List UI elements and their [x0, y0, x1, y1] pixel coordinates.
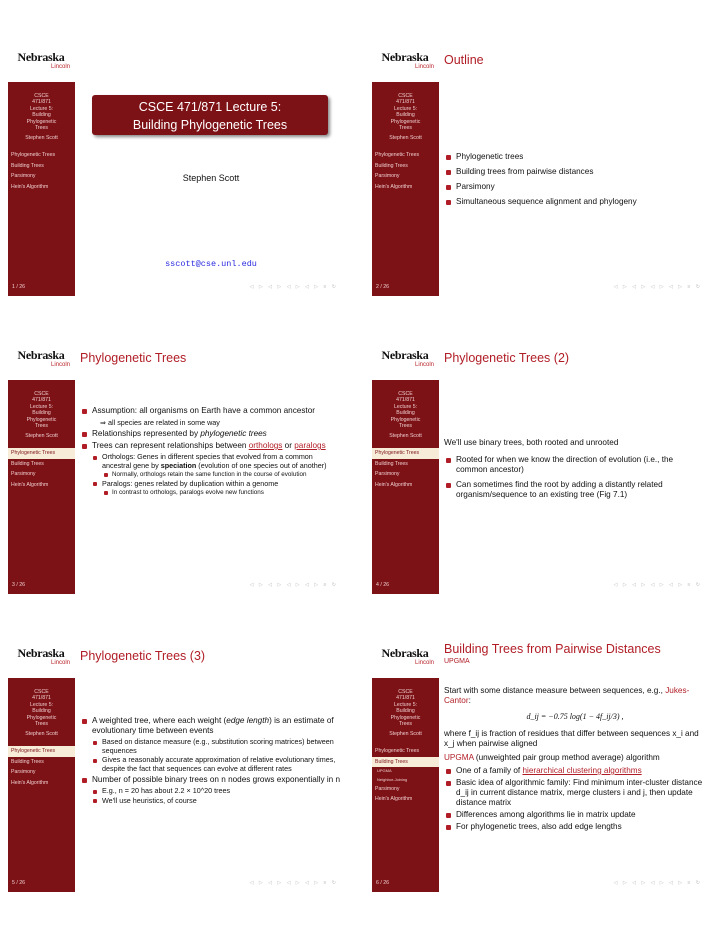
sidebar-author[interactable]: Stephen Scott	[25, 135, 58, 142]
sidebar-item-building-trees[interactable]: Building Trees	[375, 162, 408, 169]
sub-bullet-paralogs: Paralogs: genes related by duplication within a genome	[80, 480, 342, 489]
sidebar: CSCE 471/871 Lecture 5: Building Phylogenetic Trees Stephen Scott Phylogenetic Trees Building Trees Parsimony Hein's Algorithm 4 / 26	[372, 380, 439, 594]
title-line-1: CSCE 471/871 Lecture 5:	[138, 100, 282, 114]
university-logo: Nebraska Lincoln	[381, 646, 434, 666]
sidebar-item-parsimony[interactable]: Parsimony	[11, 769, 36, 776]
sidebar-item-parsimony[interactable]: Parsimony	[375, 173, 400, 180]
university-logo: Nebraska Lincoln	[17, 646, 70, 666]
page-number: 1 / 26	[12, 284, 25, 290]
sidebar-item-phylogenetic-trees[interactable]: Phylogenetic Trees	[8, 448, 75, 458]
orthologs-link[interactable]: orthologs	[248, 441, 283, 450]
slide-header	[372, 40, 712, 82]
sidebar-item-building-trees[interactable]: Building Trees	[11, 162, 44, 169]
slide-6	[372, 636, 712, 892]
university-logo: Nebraska Lincoln	[17, 50, 70, 70]
sidebar-author[interactable]: Stephen Scott	[389, 135, 422, 142]
slide-body	[444, 438, 706, 502]
navigation-icons[interactable]: ◁ ▷ ◁ ▷ ◁ ▷ ◁ ▷ ≡ ↻	[249, 582, 338, 588]
outline-item[interactable]: Simultaneous sequence alignment and phylogeny	[444, 197, 706, 207]
sub-bullet: E.g., n = 20 has about 2.2 × 10^20 trees	[80, 787, 342, 796]
sub-bullet: Gives a reasonably accurate approximation of relative evolutionary times, despite the fact that sequences can evolve at different rates	[80, 756, 342, 773]
title-box	[92, 95, 328, 135]
slide-header	[372, 338, 712, 380]
sidebar-item-building-trees[interactable]: Building Trees	[11, 460, 44, 467]
outline-list	[444, 150, 706, 209]
sub-sub-bullet: In contrast to orthologs, paralogs evolve new functions	[80, 489, 342, 497]
bullet-number-of-trees: Number of possible binary trees on n nodes grows exponentially in n	[80, 775, 342, 785]
sidebar-item-heins-algorithm[interactable]: Hein's Algorithm	[375, 796, 413, 803]
slide-1	[8, 40, 348, 296]
slide-title: Phylogenetic Trees (2)	[444, 351, 570, 365]
sidebar: CSCE 471/871 Lecture 5: Building Phylogenetic Trees Stephen Scott Phylogenetic Trees Building Trees Parsimony Hein's Algorithm 3 / 26	[8, 380, 75, 594]
slide-title: Building Trees from Pairwise Distances	[444, 642, 661, 656]
sidebar-item-heins-algorithm[interactable]: Hein's Algorithm	[11, 481, 49, 488]
sidebar-item-parsimony[interactable]: Parsimony	[11, 173, 36, 180]
outline-item[interactable]: Phylogenetic trees	[444, 152, 706, 162]
paralogs-link[interactable]: paralogs	[294, 441, 326, 450]
upgma-heading: UPGMA (unweighted pair group method average) algorithm	[444, 753, 660, 762]
sidebar: CSCE 471/871 Lecture 5: Building Phylogenetic Trees Stephen Scott Phylogenetic Trees Building Trees Parsimony Hein's Algorithm 2 / 26	[372, 82, 439, 296]
bullet-edge-lengths: For phylogenetic trees, also add edge lengths	[444, 822, 706, 832]
university-logo: Nebraska Lincoln	[17, 348, 70, 368]
author-email-link[interactable]: sscott@cse.unl.edu	[165, 259, 257, 269]
page-number: 5 / 26	[12, 880, 25, 886]
slide-header	[8, 40, 348, 82]
sub-bullet: We'll use heuristics, of course	[80, 797, 342, 806]
sidebar-item-parsimony[interactable]: Parsimony	[375, 786, 400, 793]
author-name: Stephen Scott	[182, 173, 240, 183]
sidebar-item-heins-algorithm[interactable]: Hein's Algorithm	[375, 481, 413, 488]
slide-body	[80, 404, 342, 498]
sidebar-item-heins-algorithm[interactable]: Hein's Algorithm	[11, 183, 49, 190]
sidebar-item-building-trees[interactable]: Building Trees	[372, 757, 439, 767]
slide-3	[8, 338, 348, 594]
page-number: 3 / 26	[12, 582, 25, 588]
navigation-icons[interactable]: ◁ ▷ ◁ ▷ ◁ ▷ ◁ ▷ ≡ ↻	[613, 284, 702, 290]
sidebar-item-heins-algorithm[interactable]: Hein's Algorithm	[375, 183, 413, 190]
sidebar-author[interactable]: Stephen Scott	[389, 433, 422, 440]
where-text: where f_ij is fraction of residues that differ between sequences x_i and x_j when pairwise aligned	[444, 729, 699, 748]
sidebar-author[interactable]: Stephen Scott	[25, 731, 58, 738]
slide-subtitle: UPGMA	[444, 658, 470, 665]
sidebar-item-phylogenetic-trees[interactable]: Phylogenetic Trees	[375, 152, 420, 159]
page-number: 2 / 26	[376, 284, 389, 290]
slide-5	[8, 636, 348, 892]
university-logo: Nebraska Lincoln	[381, 348, 434, 368]
bullet-differences: Differences among algorithms lie in matrix update	[444, 810, 706, 820]
slide-header	[8, 636, 348, 678]
navigation-icons[interactable]: ◁ ▷ ◁ ▷ ◁ ▷ ◁ ▷ ≡ ↻	[249, 284, 338, 290]
page-number: 4 / 26	[376, 582, 389, 588]
sidebar-item-building-trees[interactable]: Building Trees	[11, 758, 44, 765]
slide-4	[372, 338, 712, 594]
sidebar-author[interactable]: Stephen Scott	[389, 731, 422, 738]
upgma-link[interactable]: UPGMA	[444, 753, 474, 762]
bullet-basic-idea: Basic idea of algorithmic family: Find minimum inter-cluster distance d_ij in current distance matrix, merge clusters i and j, then update distance matrix	[444, 778, 706, 808]
outline-item[interactable]: Parsimony	[444, 182, 706, 192]
bullet-orthologs-paralogs: Trees can represent relationships between orthologs or paralogs	[80, 441, 342, 451]
hierarchical-clustering-link[interactable]: hierarchical clustering algorithms	[522, 766, 642, 775]
title-line-2: Building Phylogenetic Trees	[132, 118, 288, 132]
sidebar-subitem-neighbor-joining[interactable]: Neighbor-Joining	[377, 776, 408, 782]
slide-body	[444, 686, 706, 834]
sidebar: CSCE 471/871 Lecture 5: Building Phylogenetic Trees Stephen Scott Phylogenetic Trees Building Trees UPGMA Neighbor-Joining Parsimony Hein's Algorithm 6 / 26	[372, 678, 439, 892]
outline-item[interactable]: Building trees from pairwise distances	[444, 167, 706, 177]
intro-text: We'll use binary trees, both rooted and unrooted	[444, 438, 619, 447]
intro-text: Start with some distance measure between sequences, e.g., Jukes-Cantor:	[444, 686, 690, 705]
sidebar: CSCE 471/871 Lecture 5: Building Phylogenetic Trees Stephen Scott Phylogenetic Trees Building Trees Parsimony Hein's Algorithm 5 / 26	[8, 678, 75, 892]
sidebar-lecture-title: CSCE 471/871 Lecture 5: Building Phylogenetic Trees	[26, 93, 57, 132]
sidebar-item-parsimony[interactable]: Parsimony	[375, 471, 400, 478]
sidebar-item-heins-algorithm[interactable]: Hein's Algorithm	[11, 779, 49, 786]
navigation-icons[interactable]: ◁ ▷ ◁ ▷ ◁ ▷ ◁ ▷ ≡ ↻	[249, 880, 338, 886]
bullet-relationships: Relationships represented by phylogenetic trees	[80, 429, 342, 439]
jukes-cantor-link[interactable]: Jukes-Cantor	[444, 686, 690, 705]
sidebar-item-phylogenetic-trees[interactable]: Phylogenetic Trees	[375, 748, 420, 755]
slide-title: Outline	[444, 53, 484, 67]
slide-title: Phylogenetic Trees	[80, 351, 187, 365]
jukes-cantor-formula: d_ij = −0.75 log(1 − 4f_ij/3) ,	[526, 712, 624, 721]
bullet-assumption: Assumption: all organisms on Earth have a common ancestor	[80, 406, 342, 416]
bullet-hierarchical-clustering: One of a family of hierarchical clustering algorithms	[444, 766, 706, 776]
sidebar-item-parsimony[interactable]: Parsimony	[11, 471, 36, 478]
navigation-icons[interactable]: ◁ ▷ ◁ ▷ ◁ ▷ ◁ ▷ ≡ ↻	[613, 582, 702, 588]
bullet-weighted-tree: A weighted tree, where each weight (edge length) is an estimate of evolutionary time between events	[80, 716, 342, 736]
bullet-find-root: Can sometimes find the root by adding a distantly related organism/sequence to an existing tree (Fig 7.1)	[444, 480, 706, 500]
page-number: 6 / 26	[376, 880, 389, 886]
sidebar-item-phylogenetic-trees[interactable]: Phylogenetic Trees	[8, 746, 75, 756]
sub-bullet: Based on distance measure (e.g., substitution scoring matrices) between sequences	[80, 738, 342, 755]
slide-2	[372, 40, 712, 296]
sidebar-item-building-trees[interactable]: Building Trees	[375, 460, 408, 467]
navigation-icons[interactable]: ◁ ▷ ◁ ▷ ◁ ▷ ◁ ▷ ≡ ↻	[613, 880, 702, 886]
sidebar-author[interactable]: Stephen Scott	[25, 433, 58, 440]
slide-body	[80, 714, 342, 807]
sidebar-item-phylogenetic-trees[interactable]: Phylogenetic Trees	[11, 152, 56, 159]
sidebar	[8, 82, 75, 296]
slide-title: Phylogenetic Trees (3)	[80, 649, 206, 663]
sidebar-item-phylogenetic-trees[interactable]: Phylogenetic Trees	[372, 448, 439, 458]
slide-header	[372, 636, 712, 678]
slide-header	[8, 338, 348, 380]
bullet-rooted: Rooted for when we know the direction of evolution (i.e., the common ancestor)	[444, 455, 706, 475]
sub-sub-bullet: Normally, orthologs retain the same function in the course of evolution	[80, 471, 342, 479]
sub-bullet-orthologs: Orthologs: Genes in different species that evolved from a common ancestral gene by speciation (evolution of one species out of another)	[80, 453, 342, 470]
sub-point: ⇒ all species are related in some way	[100, 418, 220, 427]
sidebar-subitem-upgma[interactable]: UPGMA	[377, 768, 392, 774]
university-logo: Nebraska Lincoln	[381, 50, 434, 70]
